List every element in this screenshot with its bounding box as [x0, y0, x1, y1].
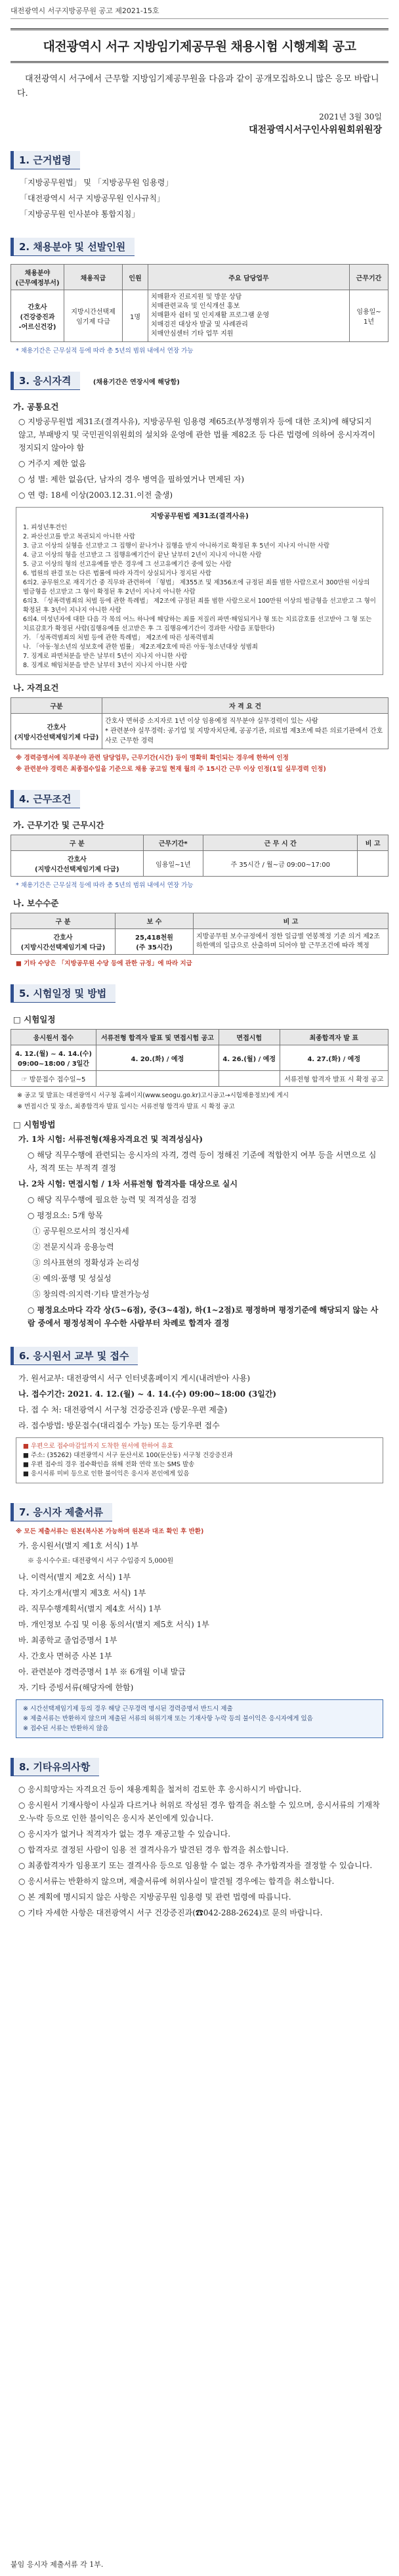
- documents-note: ※ 모든 제출서류는 원본(복사본 가능하며 원본과 대조 확인 후 반환): [16, 1528, 204, 1535]
- notice-item: ○ 응시서류는 반환하지 않으며, 제출서류에 허위사실이 발견될 경우에는 합격을 취소합니다.: [18, 1877, 335, 1886]
- age-item: ○ 성 별: 제한 없음(단, 남자의 경우 병역을 필하였거나 면제된 자): [18, 475, 245, 484]
- box-line: 가. 「성폭력범죄의 처벌 등에 관한 특례법」 제2조에 따른 성폭력범죄: [23, 634, 214, 642]
- section-heading-documents: 7. 응시자 제출서류: [10, 1503, 112, 1521]
- section-heading-schedule: 5. 시험일정 및 방법: [10, 984, 116, 1003]
- section-heading-legal-basis: 1. 근거법령: [10, 151, 80, 169]
- table-cell: 주 35시간 / 월~금 09:00~17:00: [203, 851, 358, 877]
- documents-info-box: [16, 1699, 383, 1738]
- table-cell: 서류전형 합격자 발표 시 확정 공고: [280, 1071, 388, 1087]
- box-line: ※ 시간선택제임기제 등의 경우 해당 근무경력 명시된 경력증명서 반드시 제출: [23, 1705, 233, 1713]
- schedule-note: ※ 면접시간 및 장소, 최종합격자 발표 일시는 서류전형 합격자 발표 시 확정 공고: [17, 1103, 235, 1110]
- application-line: 라. 접수방법: 방문접수(대리접수 가능) 또는 등기우편 접수: [18, 1421, 220, 1430]
- table-cell: 지방시간선택제 임기제 다급: [64, 290, 123, 342]
- table-header: 자 격 요 건: [102, 698, 388, 714]
- box-line: ※ 접수된 서류는 반환하지 않음: [23, 1725, 109, 1732]
- box-line: 6의4. 미성년자에 대한 다음 각 목의 어느 하나에 해당하는 죄를 저질러 파면·해임되거나 형 또는 치료감호를 선고받아 그 형 또는 치료감호가 확정된 사람(집행유예를 선고받은 후 그 집행유예기간이 경과한 사람을 포함한다): [23, 616, 372, 632]
- box-line: 3. 금고 이상의 실형을 선고받고 그 집행이 끝나거나 집행을 받지 아니하기로 확정된 후 5년이 지나지 아니한 사람: [23, 542, 330, 550]
- table-header: 구 분: [11, 835, 144, 851]
- box-title: 지방공무원법 제31조(결격사유): [150, 512, 249, 520]
- table-cell: [96, 1071, 219, 1087]
- legal-basis-item: 「지방공무원 인사분야 통합지침」: [20, 209, 140, 219]
- table-header: 주요 담당업무: [148, 265, 350, 290]
- box-line: 8. 징계로 해임처분을 받은 날부터 3년이 지나지 아니한 사람: [23, 662, 188, 669]
- table-cell: 간호사 면허증 소지자로 1년 이상 임용예정 직무분야 실무경력이 있는 사람 * 관련분야 실무경력: 공기업 및 지방자치단체, 공공기관, 의료법 제3조에 따른 의료기관에서 간호사로 근무한 경력: [102, 714, 388, 749]
- subsection-title: 가. 공통요건: [13, 402, 59, 412]
- box-line: 6의3. 「성폭력범죄의 처벌 등에 관한 특례법」 제2조에 규정된 죄를 범한 사람으로서 100만원 이상의 벌금형을 선고받고 그 형이 확정된 후 3년이 지나지 아니한 사람: [23, 598, 376, 614]
- age-item: ○ 연 령: 18세 이상(2003.12.31.이전 출생): [18, 491, 173, 500]
- box-line: 나. 「아동·청소년의 성보호에 관한 법률」 제2조제2호에 따른 아동·청소년대상 성범죄: [23, 644, 258, 651]
- table-cell: 4. 26.(월) / 예정: [219, 1045, 280, 1071]
- notice-item: ○ 본 계획에 명시되지 않은 사항은 지방공무원 임용령 및 관련 법령에 따릅니다.: [18, 1892, 291, 1902]
- table-header: 최종합격자 발 표: [280, 1030, 388, 1045]
- document-item: 나. 이력서(별지 제2호 서식) 1부: [18, 1573, 131, 1582]
- table-header: 근무기간: [350, 265, 388, 290]
- common-requirement-text: ○ 지방공무원법 제31조(결격사유), 지방공무원 임용령 제65조(부정행위자 등에 대한 조치)에 해당되지 않고, 부패방지 및 국민권익위원회의 설치와 운영에 관한 법률 제82조 등 다른 법령에 의하여 응시자격이 정지되지 않아야 함: [18, 417, 375, 452]
- recruitment-table: [10, 264, 388, 342]
- schedule-note: ※ 공고 및 발표는 대전광역시 서구청 홈페이지(www.seogu.go.kr)고시공고→시험채용정보)에 게시: [17, 1092, 289, 1099]
- section-heading-qualification: 3. 응시자격: [10, 372, 80, 390]
- box-line: 7. 징계로 파면처분을 받은 날부터 5년이 지나지 아니한 사람: [23, 653, 188, 660]
- notice-number: 대전광역시 서구지방공무원 공고 제2021-15호: [10, 5, 388, 19]
- document-item: 마. 개인정보 수집 및 이용 동의서(별지 제5호 서식) 1부: [18, 1620, 209, 1629]
- box-line: 6의2. 공무원으로 재직기간 중 직무와 관련하여 「형법」 제355조 및 제356조에 규정된 죄를 범한 사람으로서 300만원 이상의 벌금형을 선고받고 그 형이 확정된 후 2년이 지나지 아니한 사람: [23, 579, 370, 596]
- subsection-title: □ 시험일정: [13, 1015, 56, 1024]
- subsection-title: 가. 근무기간 및 근무시간: [13, 820, 104, 830]
- date-block: [17, 110, 382, 137]
- box-line: ■ 응시서류 미비 등으로 인한 불이익은 응시자 본인에게 있음: [23, 1470, 190, 1477]
- attachment-footer: 붙임 응시자 제출서류 각 1부.: [10, 2560, 104, 2569]
- issuing-organization: 대전광역시서구인사위원회위원장: [249, 125, 382, 135]
- table-header: 구 분: [11, 913, 116, 929]
- table-header: 근 무 시 간: [203, 835, 358, 851]
- table-header: 채용분야 (근무예정부서): [11, 265, 64, 290]
- table-cell: 지방공무원 보수규정에서 정한 일급별 연봉책정 기준 의거 제2조 하한액의 일급으로 산출하며 되어야 할 근무조건에 따라 책정: [194, 929, 388, 955]
- box-line: ■ 우편으로 접수마감일까지 도착한 원서에 한하여 유효: [23, 1443, 173, 1450]
- application-line: 나. 접수기간: 2021. 4. 12.(월) ~ 4. 14.(수) 09:00~18:00 (3일간): [18, 1389, 277, 1399]
- table-header: 서류전형 합격자 발표 및 면접시험 공고: [96, 1030, 219, 1045]
- recruitment-note: * 채용기간은 근무실적 등에 따라 총 5년의 범위 내에서 연장 가능: [16, 347, 194, 355]
- requirement-note: ※ 관련분야 경력은 최종접수일을 기준으로 채용 공고일 현재 월의 주 15시간 근무 이상 인정(1일 실무경력 인정): [16, 766, 326, 773]
- work-hours-table: [10, 835, 388, 877]
- box-line: 2. 파산선고를 받고 복권되지 아니한 사람: [23, 533, 135, 540]
- table-cell: [358, 851, 388, 877]
- document-item: 다. 자기소개서(별지 제3호 서식) 1부: [18, 1588, 146, 1598]
- evaluation-criteria: ○ 평정요소마다 각각 상(5~6점), 중(3~4점), 하(1~2점)로 평정하며 평정기준에 해당되지 않는 사람 중에서 평정성적이 우수한 사람부터 차례로 합격자 결정: [28, 1305, 379, 1328]
- mail-application-box: [16, 1437, 383, 1483]
- evaluation-item: ① 공무원으로서의 정신자세: [28, 1227, 129, 1236]
- table-cell: 간호사 (지방시간선택제임기제 다급): [11, 851, 144, 877]
- section-heading-work-conditions: 4. 근무조건: [10, 790, 80, 808]
- subsection-title: □ 시험방법: [13, 1120, 56, 1129]
- document-item: 아. 관련분야 경력증명서 1부 ※ 6개월 이내 발급: [18, 1667, 186, 1676]
- notice-item: ○ 응시자가 없거나 적격자가 없는 경우 재공고할 수 있습니다.: [18, 1829, 231, 1839]
- table-header: 근무기간*: [143, 835, 203, 851]
- table-cell: [219, 1071, 280, 1087]
- box-line: ■ 주소: (35262) 대전광역시 서구 둔산서로 100(둔산동) 서구청 건강증진과: [23, 1452, 233, 1459]
- notice-item: ○ 합격자로 결정된 사람이 임용 전 결격사유가 발견된 경우 합격을 취소합니다.: [18, 1845, 289, 1854]
- legal-basis-item: 「대전광역시 서구 지방공무원 인사규칙」: [20, 194, 165, 203]
- notice-item: ○ 응시희망자는 자격요건 등이 채용계획을 철저히 검토한 후 응시하시기 바랍니다.: [18, 1785, 302, 1794]
- table-header: 채용직급: [64, 265, 123, 290]
- intro-paragraph: 대전광역시 서구에서 근무할 지방임기제공무원을 다음과 같이 공개모집하오니 많은 응모 바랍니다.: [17, 74, 379, 98]
- box-line: ■ 우편 접수의 경우 접수확인을 위해 전화 연락 또는 SMS 발송: [23, 1461, 195, 1468]
- requirements-table: [10, 697, 388, 749]
- section-heading-application: 6. 응시원서 교부 및 접수: [10, 1347, 138, 1365]
- table-header: 비 고: [194, 913, 388, 929]
- application-line: 다. 접 수 처: 대전광역시 서구청 건강증진과 (방문·우편 제출): [18, 1405, 228, 1414]
- evaluation-item: ② 전문지식과 응용능력: [28, 1242, 114, 1252]
- table-cell: 치매환자 진료지원 및 방문 상담 치매관련교육 및 인식개선 홍보 치매환자 쉼터 및 인지재활 프로그램 운영 치매검진 대상자 발굴 및 사례관리 치매안심센터 기타 업무 지원: [148, 290, 350, 342]
- table-header: 응시원서 접수: [11, 1030, 96, 1045]
- table-header: 구분: [11, 698, 102, 714]
- notice-item: ○ 기타 자세한 사항은 대전광역시 서구 건강증진과(☎042-288-2624)로 문의 바랍니다.: [18, 1908, 323, 1917]
- document-item: 바. 최종학교 졸업증명서 1부: [18, 1636, 117, 1645]
- exam-step-title: 나. 2차 시험: 면접시험 / 1차 서류전형 합격자를 대상으로 실시: [18, 1179, 238, 1189]
- table-cell: 4. 20.(화) / 예정: [96, 1045, 219, 1071]
- qualification-subnote: (채용기간은 연장시에 해당함): [93, 379, 180, 386]
- table-cell: 1명: [123, 290, 148, 342]
- evaluation-item: ⑤ 창의력·의지력·기타 발전가능성: [28, 1290, 150, 1299]
- document-item: 사. 간호사 면허증 사본 1부: [18, 1651, 112, 1661]
- table-header: 비 고: [358, 835, 388, 851]
- table-cell: ☞ 방문접수 접수일~5: [11, 1071, 96, 1087]
- application-line: 가. 원서교부: 대전광역시 서구 인터넷홈페이지 게시(내려받아 사용): [18, 1374, 251, 1383]
- document-item: 자. 기타 증빙서류(해당자에 한함): [18, 1683, 134, 1692]
- table-cell: 간호사 (건강증진과 -어르신건강): [11, 290, 64, 342]
- notice-item: ○ 응시원서 기재사항이 사실과 다르거나 허위로 작성된 경우 합격을 취소할 수 있으며, 응시서류의 기재착오·누락 등으로 인한 불이익은 응시자 본인에게 있습니다.: [18, 1801, 380, 1823]
- table-cell: 임용일~ 1년: [350, 290, 388, 342]
- evaluation-item: ③ 의사표현의 정확성과 논리성: [28, 1258, 140, 1267]
- work-term-note: * 채용기간은 근무실적 등에 따라 총 5년의 범위 내에서 연장 가능: [16, 882, 194, 889]
- allowance-note: ■ 기타 수당은 「지방공무원 수당 등에 관한 규정」에 따라 지급: [16, 960, 192, 967]
- document-item: 가. 응시원서(별지 제1호 서식) 1부: [18, 1541, 138, 1550]
- disqualification-box: [16, 507, 383, 675]
- table-cell: 4. 12.(월) ~ 4. 14.(수) 09:00~18:00 / 3일간: [11, 1045, 96, 1071]
- subsection-title: 나. 보수수준: [13, 898, 59, 908]
- table-cell: 간호사 (지방시간선택제임기제 다급): [11, 929, 116, 955]
- table-header: 보 수: [116, 913, 194, 929]
- box-line: 6. 법원의 판결 또는 다른 법률에 따라 자격이 상실되거나 정지된 사람: [23, 570, 212, 577]
- subsection-title: 나. 자격요건: [13, 683, 59, 693]
- box-line: 4. 금고 이상의 형을 선고받고 그 집행유예기간이 끝난 날부터 2년이 지나지 아니한 사람: [23, 552, 262, 559]
- document-item: 라. 직무수행계획서(별지 제4호 서식) 1부: [18, 1604, 161, 1613]
- table-cell: 간호사 (지방시간선택제임기제 다급): [11, 714, 102, 749]
- table-header: 면접시험: [219, 1030, 280, 1045]
- section-heading-notes: 8. 기타유의사항: [10, 1758, 99, 1776]
- box-line: 1. 피성년후견인: [23, 524, 68, 531]
- table-cell: 임용일~1년: [143, 851, 203, 877]
- evaluation-item: ○ 평정요소: 5개 항목: [28, 1211, 103, 1220]
- requirement-note: ※ 경력증명서에 직무분야 관련 담당업무, 근무기간(시간) 등이 명확히 확인되는 경우에 한하여 인정: [16, 754, 289, 762]
- table-header: 인원: [123, 265, 148, 290]
- table-cell: 4. 27.(화) / 예정: [280, 1045, 388, 1071]
- document-item: ※ 응시수수료: 대전광역시 서구 수입증지 5,000원: [28, 1558, 174, 1565]
- evaluation-item: ④ 예의·품행 및 성실성: [28, 1274, 112, 1283]
- salary-table: [10, 913, 388, 955]
- box-line: ※ 제출서류는 반환하지 않으며 제출된 서류의 허위기재 또는 기재사항 누락 등의 불이익은 응시자에게 있음: [23, 1715, 313, 1722]
- table-cell: 25,418천원 (주 35시간): [116, 929, 194, 955]
- page-title: 대전광역시 서구 지방임기제공무원 채용시험 시행계획 공고: [10, 28, 388, 63]
- notice-item: ○ 최종합격자가 임용포기 또는 결격사유 등으로 임용할 수 없는 경우 추가합격자를 결정할 수 있습니다.: [18, 1861, 373, 1870]
- age-item: ○ 거주지 제한 없음: [18, 459, 87, 468]
- section-heading-recruitment: 2. 채용분야 및 선발인원: [10, 238, 135, 256]
- box-line: 5. 금고 이상의 형의 선고유예를 받은 경우에 그 선고유예기간 중에 있는 사람: [23, 561, 232, 568]
- exam-step-body: ○ 해당 직무수행에 필요한 능력 및 적격성을 검정: [28, 1195, 197, 1204]
- legal-basis-item: 「지방공무원법」 및 「지방공무원 임용령」: [20, 178, 173, 187]
- exam-step-title: 가. 1차 시험: 서류전형(채용자격요건 및 적격성심사): [18, 1135, 203, 1144]
- schedule-table: [10, 1029, 388, 1087]
- exam-step-body: ○ 해당 직무수행에 관련되는 응시자의 자격, 경력 등이 정해진 기준에 적합한지 여부 등을 서면으로 심사, 적격 또는 부적격 결정: [28, 1150, 377, 1173]
- notice-date: 2021년 3월 30일: [319, 112, 382, 121]
